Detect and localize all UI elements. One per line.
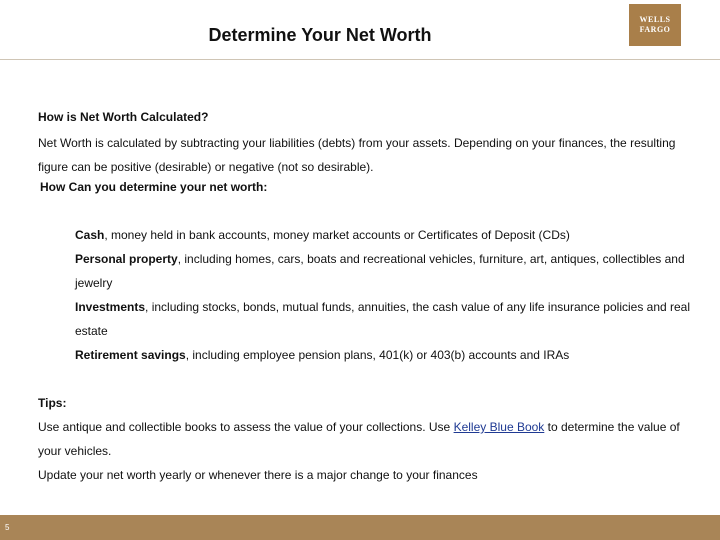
tip-text: Use antique and collectible books to assess the value of your collections. Use bbox=[38, 420, 454, 434]
list-item-term: Cash bbox=[75, 228, 105, 242]
list-item-text: , including stocks, bonds, mutual funds, annuities, the cash value of any life insurance policies and real bbox=[145, 300, 691, 314]
paragraph-line: Net Worth is calculated by subtracting your liabilities (debts) from your assets. Depending on your finances, the resulting bbox=[38, 136, 676, 150]
footer-bar bbox=[0, 515, 720, 540]
tip-1 bbox=[38, 420, 680, 434]
logo-line-1: WELLS bbox=[639, 15, 671, 24]
list-item-text: , money held in bank accounts, money market accounts or Certificates of Deposit (CDs) bbox=[104, 228, 570, 242]
kelley-blue-book-link[interactable]: Kelley Blue Book bbox=[453, 420, 545, 434]
list-item-text: , including homes, cars, boats and recreational vehicles, furniture, art, antiques, collectibles and bbox=[177, 252, 685, 266]
list-item-text: , including employee pension plans, 401(k) or 403(b) accounts and IRAs bbox=[185, 348, 570, 362]
header bbox=[0, 0, 720, 60]
page-number: 5 bbox=[5, 523, 10, 532]
list-item-cash bbox=[75, 228, 570, 242]
wells-fargo-logo bbox=[629, 4, 681, 46]
list-item-retirement-savings bbox=[75, 348, 569, 362]
list-item-continuation: jewelry bbox=[75, 276, 113, 290]
list-item-investments bbox=[75, 300, 690, 314]
list-item-term: Investments bbox=[75, 300, 146, 314]
section-heading-how-determine: How Can you determine your net worth: bbox=[40, 180, 268, 194]
section-heading-how-calculated: How is Net Worth Calculated? bbox=[38, 110, 209, 124]
list-item-term: Personal property bbox=[75, 252, 178, 266]
tip-2: Update your net worth yearly or whenever there is a major change to your finances bbox=[38, 468, 478, 482]
page-title: Determine Your Net Worth bbox=[208, 25, 432, 45]
tip-1-continuation: your vehicles. bbox=[38, 444, 112, 458]
list-item-personal-property bbox=[75, 252, 685, 266]
tip-text: to determine the value of bbox=[544, 420, 680, 434]
paragraph-line: figure can be positive (desirable) or negative (not so desirable). bbox=[38, 160, 374, 174]
list-item-continuation: estate bbox=[75, 324, 108, 338]
tips-heading: Tips: bbox=[38, 396, 67, 410]
list-item-term: Retirement savings bbox=[75, 348, 186, 362]
logo-line-2: FARGO bbox=[639, 25, 671, 34]
header-divider bbox=[0, 59, 720, 60]
